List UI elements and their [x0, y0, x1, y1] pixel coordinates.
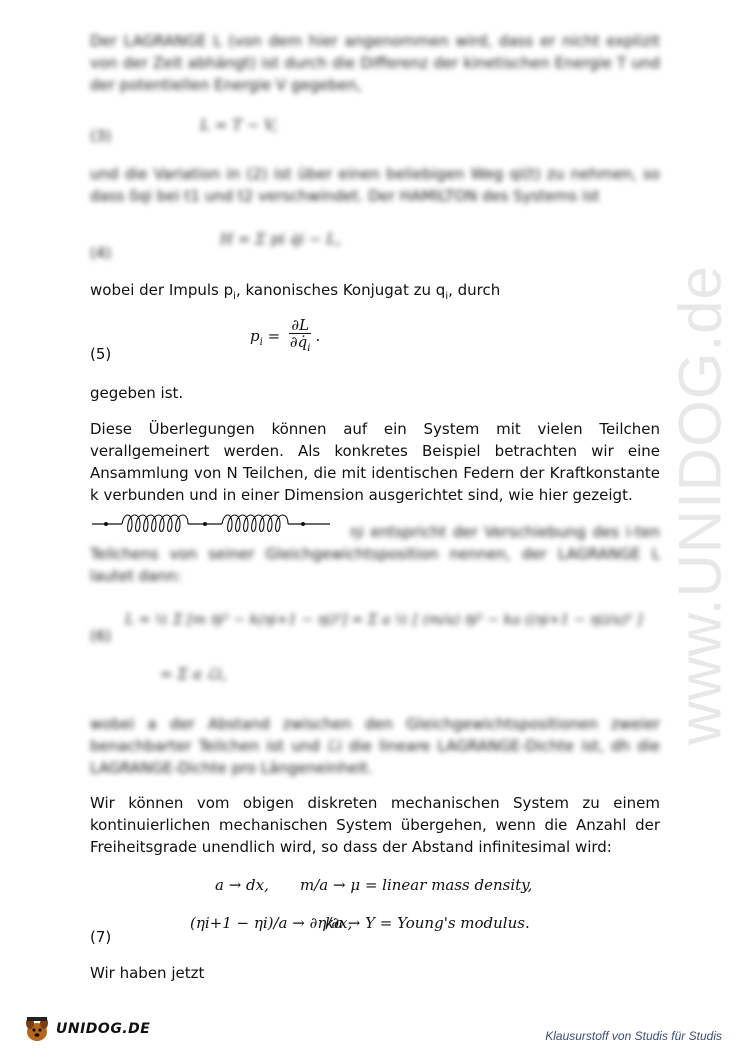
- equation-4: H = Σ pi q̇i − L,: [220, 230, 341, 248]
- impuls-sub-2: i: [445, 291, 449, 302]
- paragraph-wir-haben: Wir haben jetzt: [90, 964, 205, 982]
- footer-tagline: Klausurstoff von Studis für Studis: [545, 1029, 722, 1043]
- equation-7a: a → dx,: [215, 876, 269, 894]
- equation-number-3: (3): [90, 127, 112, 145]
- impuls-text-2: , kanonisches Konjugat zu q: [235, 281, 446, 299]
- eq5-numerator: ∂L: [291, 316, 310, 334]
- paragraph-lagrange-intro: Der LAGRANGE L (von dem hier angenommen wird, dass er nicht explizit von der Zeit abhängt) ist durch die Differenz der kinetischen Energie T und der potentiellen Energie V gegeben,: [90, 32, 660, 94]
- paragraph-verschiebung-text: ηi entspricht der Verschiebung des i-ten Teilchens von seiner Gleichgewichtsposition nennen, der LAGRANGE L lautet dann:: [90, 523, 660, 585]
- paragraph-kontinuierlich: Wir können vom obigen diskreten mechanischen System zu einem kontinuierlichen mechanischen System übergehen, wenn die Anzahl der Freiheitsgrade unendlich wird, so dass der Abstand infinitesimal wird:: [90, 794, 660, 856]
- equation-7c: (ηi+1 − ηi)/a → ∂η/∂x,: [190, 914, 353, 932]
- equation-number-4: (4): [90, 244, 112, 262]
- equation-number-6: (6): [90, 627, 112, 645]
- paragraph-gegeben: gegeben ist.: [90, 384, 184, 402]
- equation-7b: m/a → μ = linear mass density,: [300, 876, 533, 894]
- equation-5: $p_i$ = $\frac{\partial L}{\partial q̇_i}$ .: [250, 317, 320, 357]
- paragraph-abstand: wobei a der Abstand zwischen den Gleichgewichtspositionen zweier benachbarter Teilchen ist und ℒi die lineare LAGRANGE-Dichte ist, dh die LAGRANGE-Dichte pro Längeneinheit.: [90, 715, 660, 777]
- equation-3: L = T − V,: [200, 116, 278, 134]
- impuls-sub-1: i: [233, 291, 236, 302]
- dog-icon: [22, 1014, 52, 1044]
- equation-6b: = Σ a ℒi,: [160, 665, 227, 683]
- equation-7d: ka → Y = Young's modulus.: [325, 914, 530, 932]
- unidog-logo: [22, 1012, 150, 1046]
- equation-number-7: (7): [90, 928, 112, 946]
- eq5-denominator: $\partial q̇_i$: [289, 333, 311, 354]
- equation-number-5: (5): [90, 345, 112, 363]
- logo-text: UNIDOG.DE: [56, 1021, 151, 1037]
- watermark: www.UNIDOG.de: [666, 265, 734, 745]
- eq5-fraction: [288, 317, 313, 357]
- eq5-lhs: p: [250, 327, 260, 345]
- impuls-text-3: , durch: [448, 281, 501, 299]
- paragraph-system: Diese Überlegungen können auf ein System mit vielen Teilchen verallgemeinert werden. Als konkretes Beispiel betrachten wir eine Ansammlung von N Teilchen, die mit identischen Federn der Kraftkonstante k verbunden und in einer Dimension ausgerichtet sind, wie hier gezeigt.: [90, 420, 660, 504]
- paragraph-variation: und die Variation in (2) ist über einen beliebigen Weg qi(t) zu nehmen, so dass δqi bei t1 und t2 verschwindet. Der HAMILTON des Systems ist: [90, 165, 660, 205]
- equation-6a: L = ½ Σ [m η̇i² − k(ηi+1 − ηi)²] = Σ a ½ [ (m/a) η̇i² − ka ((ηi+1 − ηi)/a)² ]: [125, 612, 643, 628]
- eq5-lhs-sub: i: [259, 337, 263, 348]
- paragraph-impuls: [90, 279, 660, 308]
- impuls-text-1: wobei der Impuls p: [90, 281, 234, 299]
